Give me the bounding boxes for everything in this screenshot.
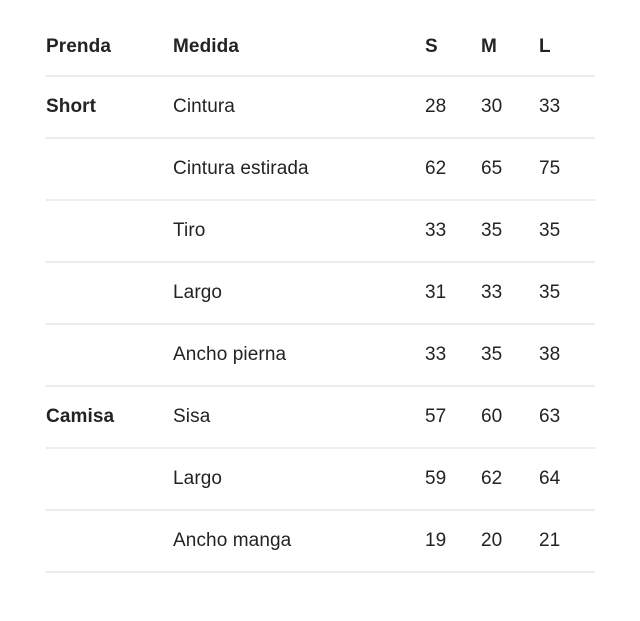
cell-size-l: 38 xyxy=(539,343,561,365)
cell-prenda: Camisa xyxy=(46,405,115,427)
table-body xyxy=(46,77,595,573)
column-header-size-m: M xyxy=(481,36,497,58)
cell-size-s: 28 xyxy=(425,95,447,117)
cell-size-m: 30 xyxy=(481,95,503,117)
cell-size-m: 62 xyxy=(481,467,503,489)
cell-size-s: 62 xyxy=(425,157,447,179)
table-row xyxy=(46,449,595,511)
cell-size-s: 19 xyxy=(425,529,447,551)
cell-prenda: Short xyxy=(46,95,97,117)
column-header-medida: Medida xyxy=(173,36,240,58)
cell-medida: Sisa xyxy=(173,405,211,427)
cell-size-l: 64 xyxy=(539,467,561,489)
cell-size-s: 33 xyxy=(425,219,447,241)
cell-medida: Largo xyxy=(173,281,223,303)
cell-medida: Ancho pierna xyxy=(173,343,287,365)
cell-size-l: 35 xyxy=(539,281,561,303)
cell-medida: Cintura xyxy=(173,95,235,117)
cell-size-s: 57 xyxy=(425,405,447,427)
table-row xyxy=(46,325,595,387)
table-row xyxy=(46,201,595,263)
cell-size-l: 35 xyxy=(539,219,561,241)
cell-size-l: 63 xyxy=(539,405,561,427)
cell-size-m: 35 xyxy=(481,343,503,365)
table-row xyxy=(46,77,595,139)
table-row xyxy=(46,387,595,449)
cell-size-s: 31 xyxy=(425,281,447,303)
table-row xyxy=(46,139,595,201)
cell-size-m: 65 xyxy=(481,157,503,179)
column-header-size-l: L xyxy=(539,36,551,58)
cell-size-s: 33 xyxy=(425,343,447,365)
column-header-size-s: S xyxy=(425,36,438,58)
cell-medida: Tiro xyxy=(173,219,206,241)
size-table xyxy=(46,0,595,573)
cell-size-s: 59 xyxy=(425,467,447,489)
cell-medida: Cintura estirada xyxy=(173,157,309,179)
cell-size-m: 33 xyxy=(481,281,503,303)
cell-size-l: 33 xyxy=(539,95,561,117)
cell-size-m: 20 xyxy=(481,529,503,551)
cell-medida: Ancho manga xyxy=(173,529,292,551)
table-row xyxy=(46,511,595,573)
cell-medida: Largo xyxy=(173,467,223,489)
table-header-row xyxy=(46,20,595,77)
cell-size-m: 60 xyxy=(481,405,503,427)
column-header-prenda: Prenda xyxy=(46,36,112,58)
cell-size-m: 35 xyxy=(481,219,503,241)
cell-size-l: 75 xyxy=(539,157,561,179)
table-row xyxy=(46,263,595,325)
cell-size-l: 21 xyxy=(539,529,561,551)
